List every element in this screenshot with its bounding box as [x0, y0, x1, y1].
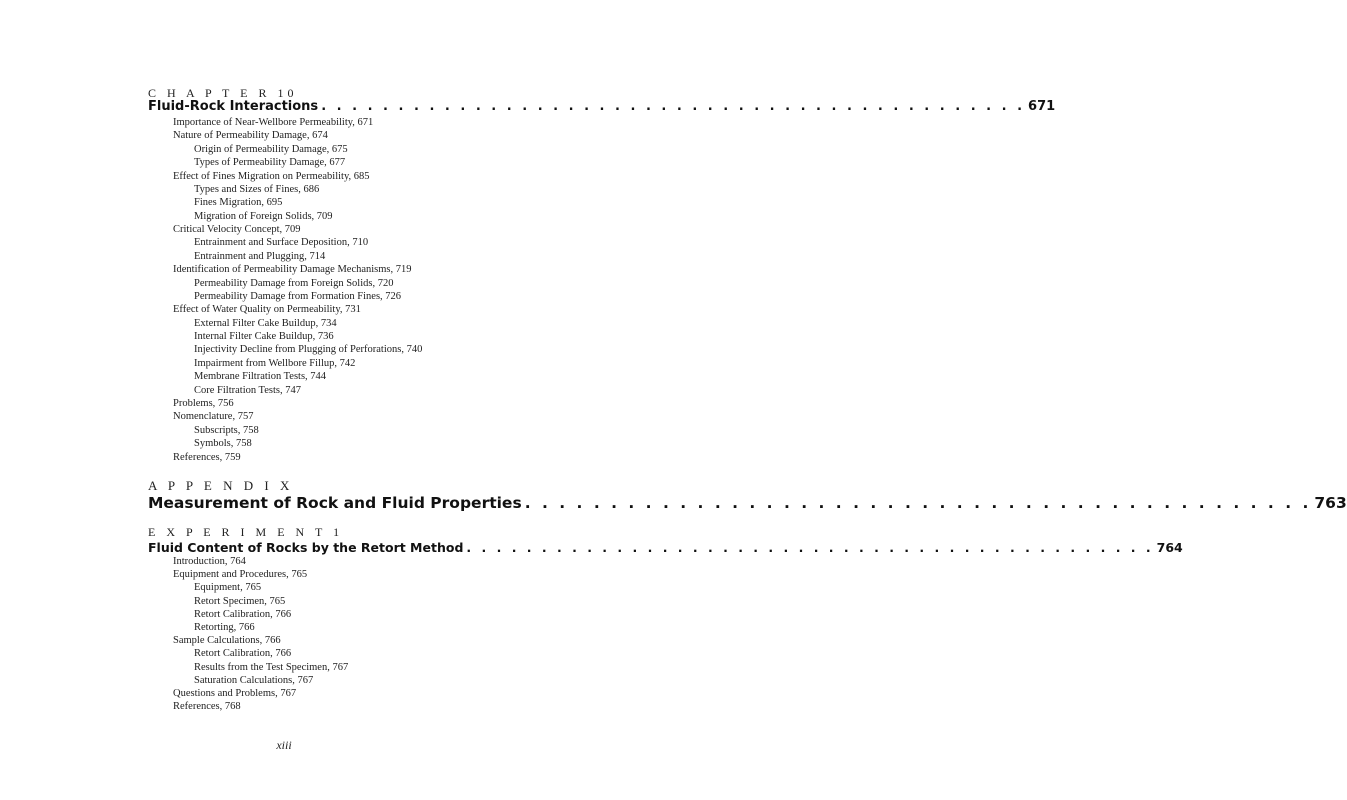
- toc-entry: Questions and Problems, 767: [173, 688, 297, 699]
- toc-subentry: Subscripts, 758: [194, 424, 259, 436]
- toc-subentry: Equipment, 765: [194, 582, 262, 594]
- toc-entry: References, 768: [173, 701, 241, 713]
- toc-entry: Critical Velocity Concept, 709: [173, 224, 301, 236]
- toc-subentry: Entrainment and Surface Deposition, 710: [194, 237, 369, 249]
- toc-entry: Equipment and Procedures, 765: [173, 569, 308, 581]
- appendix-label: A P P E N D I X: [148, 478, 294, 493]
- experiment-title: Fluid Content of Rocks by the Retort Method: [148, 540, 464, 555]
- toc-entry: Effect of Fines Migration on Permeability, 685: [173, 170, 370, 182]
- toc-entry: Sample Calculations, 766: [173, 635, 281, 647]
- page-folio: xiii: [276, 738, 292, 752]
- toc-entry: Effect of Water Quality on Permeability, 731: [173, 304, 361, 316]
- chapter-title: Fluid-Rock Interactions: [148, 99, 319, 114]
- toc-subentry: Core Filtration Tests, 747: [194, 384, 301, 396]
- toc-entry: Introduction, 764: [173, 556, 246, 567]
- dot-leader: [318, 99, 1028, 114]
- dot-leader: [522, 494, 1315, 512]
- appendix-title: Measurement of Rock and Fluid Properties: [148, 494, 522, 512]
- toc-subentry: Migration of Foreign Solids, 709: [194, 210, 333, 222]
- toc-entry: Identification of Permeability Damage Mechanisms, 719: [173, 264, 412, 276]
- toc-subentry: Symbols, 758: [194, 438, 252, 450]
- appendix-page-number: 763: [1314, 494, 1347, 512]
- toc-subentry: Impairment from Wellbore Fillup, 742: [194, 357, 356, 369]
- toc-subentry: Retort Calibration, 766: [194, 648, 292, 660]
- experiment-label: E X P E R I M E N T 1: [148, 525, 344, 539]
- toc-entry: Nature of Permeability Damage, 674: [173, 130, 328, 142]
- toc-entry: Problems, 756: [173, 397, 234, 409]
- toc-subentry: Injectivity Decline from Plugging of Perforations, 740: [194, 344, 423, 356]
- toc-subentry: Internal Filter Cake Buildup, 736: [194, 331, 334, 343]
- experiment-heading: [148, 540, 1183, 555]
- appendix-heading: [148, 494, 1347, 512]
- toc-subentry: Permeability Damage from Formation Fines, 726: [194, 290, 402, 302]
- toc-entry: References, 759: [173, 451, 241, 463]
- toc-subentry: Retort Calibration, 766: [194, 608, 292, 620]
- toc-subentry: Origin of Permeability Damage, 675: [194, 143, 348, 155]
- toc-subentry: Types of Permeability Damage, 677: [194, 157, 346, 169]
- toc-subentry: Retorting, 766: [194, 622, 255, 633]
- toc-subentry: Results from the Test Specimen, 767: [194, 661, 349, 673]
- chapter-label: C H A P T E R 10: [148, 86, 298, 100]
- dot-leader: [463, 540, 1156, 555]
- chapter-heading: [148, 99, 1056, 114]
- toc-subentry: Retort Specimen, 765: [194, 595, 286, 607]
- toc-entry: Importance of Near-Wellbore Permeability, 671: [173, 117, 374, 128]
- toc-subentry: Saturation Calculations, 767: [194, 674, 314, 686]
- toc-entry: Nomenclature, 757: [173, 411, 254, 423]
- toc-subentry: Entrainment and Plugging, 714: [194, 250, 326, 262]
- toc-subentry: Membrane Filtration Tests, 744: [194, 371, 327, 383]
- toc-subentry: Types and Sizes of Fines, 686: [194, 183, 320, 195]
- toc-subentry: Permeability Damage from Foreign Solids, 720: [194, 277, 394, 289]
- chapter-page-number: 671: [1028, 99, 1056, 114]
- toc-subentry: Fines Migration, 695: [194, 197, 283, 209]
- experiment-page-number: 764: [1156, 540, 1183, 555]
- toc-subentry: External Filter Cake Buildup, 734: [194, 317, 337, 329]
